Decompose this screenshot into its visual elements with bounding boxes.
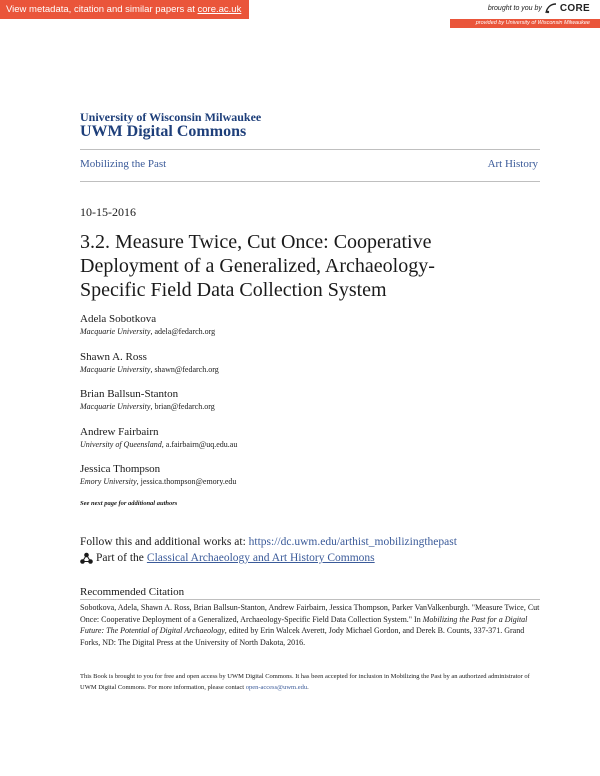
- contact-email-link[interactable]: open-access@uwm.edu: [245, 684, 308, 691]
- citation-part-1: Sobotkova, Adela, Shawn A. Ross, Brian Ballsun-Stanton, Andrew Fairbairn, Jessica Thompson, Parker VanValkenburgh. "Measure Twice, Cut Once: Cooperative Deployment of a Generalized, Archaeology-Specific Field Data Collection System." In: [80, 603, 540, 624]
- author-affiliation: [80, 439, 520, 450]
- core-link-text: View metadata, citation and similar papers at: [6, 4, 198, 15]
- author-entry: [80, 312, 520, 350]
- author-entry: [80, 462, 520, 500]
- author-email: , jessica.thompson@emory.edu: [136, 477, 237, 486]
- core-site-link[interactable]: core.ac.uk: [197, 4, 242, 15]
- author-affiliation: [80, 401, 520, 412]
- author-name: Brian Ballsun-Stanton: [80, 388, 179, 400]
- part-of-line: [80, 552, 375, 564]
- follow-label: Follow this and additional works at:: [80, 536, 249, 548]
- author-institution: Macquarie University: [80, 364, 151, 374]
- access-notice-end: .: [307, 684, 309, 691]
- author-email: , brian@fedarch.org: [150, 402, 215, 411]
- university-name[interactable]: University of Wisconsin Milwaukee: [80, 110, 262, 124]
- core-metadata-link[interactable]: [0, 0, 249, 19]
- author-affiliation: [80, 364, 520, 375]
- department-link[interactable]: Art History: [487, 158, 538, 170]
- core-banner: [0, 0, 600, 28]
- author-institution: Macquarie University: [80, 402, 151, 411]
- author-email: , adela@fedarch.org: [150, 327, 216, 336]
- citation-heading: Recommended Citation: [80, 586, 185, 598]
- author-name: Andrew Fairbairn: [80, 425, 159, 438]
- header-divider-bottom: [80, 181, 540, 182]
- brought-by-text: brought to you by: [487, 5, 542, 12]
- follow-url-link[interactable]: https://dc.uwm.edu/arthist_mobilizingthepast: [248, 536, 457, 548]
- author-affiliation: [80, 476, 520, 487]
- core-brand[interactable]: [488, 3, 590, 14]
- author-entry: [80, 425, 520, 463]
- access-notice: [80, 671, 530, 693]
- author-name: Adela Sobotkova: [80, 313, 157, 325]
- author-entry: [80, 387, 520, 425]
- author-institution: Macquarie University: [80, 327, 151, 336]
- citation-divider: [80, 599, 540, 600]
- citation-part-2: , edited by Erin Walcek Averett, Jody Michael Gordon, and Derek B. Counts, 337-371. Grand Forks, ND: The Digital Press at the University of North Dakota, 2016.: [80, 626, 525, 647]
- header-divider-top: [80, 149, 540, 150]
- citation-book-title: Mobilizing the Past for a Digital Future: The Potential of Digital Archaeology: [80, 614, 528, 635]
- publication-date: 10-15-2016: [80, 205, 136, 219]
- citation-text: [80, 602, 540, 648]
- follow-line: [80, 536, 457, 548]
- author-email: , shawn@fedarch.org: [150, 364, 219, 374]
- network-icon: [80, 552, 93, 564]
- access-notice-text: This Book is brought to you for free and open access by UWM Digital Commons. It has been accepted for inclusion in Mobilizing the Past by an authorized administrator of UWM Digital Commons. For more information, please contact: [80, 673, 530, 691]
- author-institution: University of Queensland: [80, 439, 162, 449]
- core-brand-text: CORE: [559, 3, 590, 14]
- author-institution: Emory University: [80, 477, 137, 486]
- core-logo-icon: [545, 3, 557, 14]
- repository-name[interactable]: UWM Digital Commons: [80, 123, 247, 140]
- see-next-page-note: See next page for additional authors: [80, 500, 178, 507]
- paper-title: 3.2. Measure Twice, Cut Once: Cooperative Deployment of a Generalized, Archaeology-Specific Field Data Collection System: [80, 231, 435, 301]
- author-list: [80, 312, 520, 500]
- commons-link[interactable]: Classical Archaeology and Art History Commons: [146, 552, 375, 564]
- author-name: Shawn A. Ross: [80, 350, 147, 363]
- author-name: Jessica Thompson: [80, 463, 161, 475]
- collection-link[interactable]: Mobilizing the Past: [80, 158, 167, 170]
- author-entry: [80, 350, 520, 388]
- author-affiliation: [80, 326, 520, 337]
- author-email: , a.fairbairn@uq.edu.au: [161, 439, 238, 449]
- part-of-label: Part of the: [96, 552, 144, 564]
- provided-by-banner: provided by University of Wisconsin Milwaukee: [450, 19, 600, 28]
